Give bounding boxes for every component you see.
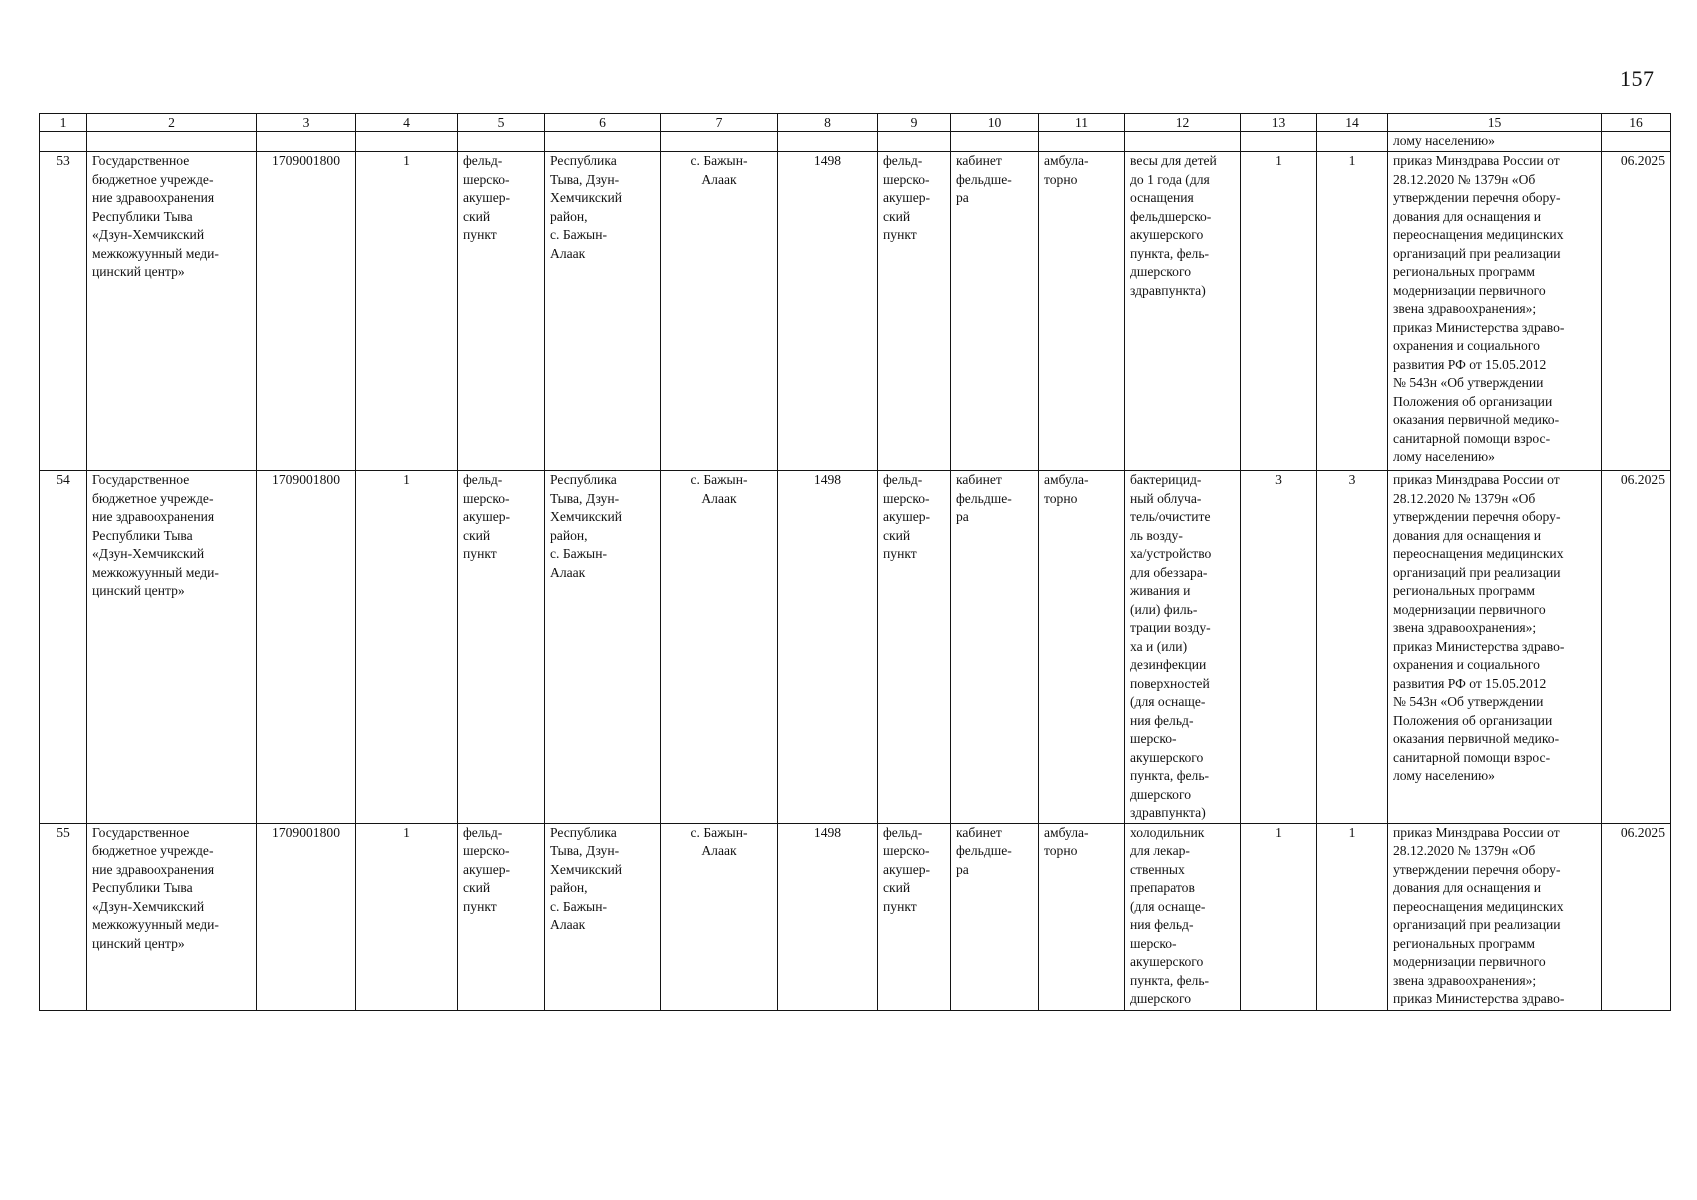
cell-empty <box>1602 132 1671 152</box>
table-row <box>40 471 1671 824</box>
col-number-11: 11 <box>1039 114 1125 132</box>
cell-qty-14: 1 <box>1317 823 1388 1010</box>
cell-empty <box>1125 132 1241 152</box>
cell-date: 06.2025 <box>1602 152 1671 471</box>
col-number-4: 4 <box>356 114 458 132</box>
col-number-12: 12 <box>1125 114 1241 132</box>
col-number-8: 8 <box>778 114 878 132</box>
col-number-7: 7 <box>661 114 778 132</box>
cell-care-form: амбула- торно <box>1039 823 1125 1010</box>
cell-address: Республика Тыва, Дзун- Хемчикский район, с. Бажын- Алаак <box>545 471 661 824</box>
cell-empty <box>1241 132 1317 152</box>
cell-row-number: 55 <box>40 823 87 1010</box>
col-number-2: 2 <box>87 114 257 132</box>
cell-empty <box>778 132 878 152</box>
cell-empty <box>951 132 1039 152</box>
cell-row-number: 53 <box>40 152 87 471</box>
cell-room: кабинет фельдше- ра <box>951 823 1039 1010</box>
cell-division: фельд- шерско- акушер- ский пункт <box>878 471 951 824</box>
cell-unit-type: фельд- шерско- акушер- ский пункт <box>458 471 545 824</box>
cell-basis: приказ Минздрава России от 28.12.2020 № 1379н «Об утверждении перечня обору- дования для оснащения и переоснащения медицинских организаций при реализации региональных программ модернизации первичного звена здравоохранения»; приказ Министерства здраво- охранения и социального развития РФ от 15.05.2012 № 543н «Об утверждении Положения об организации оказания первичной медико- санитарной помощи взрос- лому населению» <box>1388 471 1602 824</box>
cell-unit-type: фельд- шерско- акушер- ский пункт <box>458 823 545 1010</box>
col-number-5: 5 <box>458 114 545 132</box>
cell-row-number: 54 <box>40 471 87 824</box>
cell-empty <box>878 132 951 152</box>
cell-equipment: холодильник для лекар- ственных препаратов (для оснаще- ния фельд- шерско- акушерского пункта, фель- дшерского <box>1125 823 1241 1010</box>
cell-care-form: амбула- торно <box>1039 471 1125 824</box>
cell-empty <box>458 132 545 152</box>
equipment-table <box>39 113 1671 1011</box>
cell-population: 1498 <box>778 823 878 1010</box>
cell-institution: Государственное бюджетное учрежде- ние здравоохранения Республики Тыва «Дзун-Хемчикский межкожуунный меди- цинский центр» <box>87 823 257 1010</box>
cell-equipment: бактерицид- ный облуча- тель/очистите ль возду- ха/устройство для обеззара- живания и (или) филь- трации возду- ха и (или) дезинфекции поверхностей (для оснаще- ния фельд- шерско- акушерского пункта, фель- дшерского здравпункта) <box>1125 471 1241 824</box>
page-number: 157 <box>1620 66 1655 91</box>
col-number-15: 15 <box>1388 114 1602 132</box>
cell-division: фельд- шерско- акушер- ский пункт <box>878 823 951 1010</box>
cell-basis: приказ Минздрава России от 28.12.2020 № 1379н «Об утверждении перечня обору- дования для оснащения и переоснащения медицинских организаций при реализации региональных программ модернизации первичного звена здравоохранения»; приказ Министерства здраво- охранения и социального развития РФ от 15.05.2012 № 543н «Об утверждении Положения об организации оказания первичной медико- санитарной помощи взрос- лому населению» <box>1388 152 1602 471</box>
cell-empty <box>257 132 356 152</box>
col-number-1: 1 <box>40 114 87 132</box>
cell-empty <box>1039 132 1125 152</box>
cell-empty <box>545 132 661 152</box>
cell-empty <box>40 132 87 152</box>
col-number-9: 9 <box>878 114 951 132</box>
col-number-16: 16 <box>1602 114 1671 132</box>
cell-room: кабинет фельдше- ра <box>951 152 1039 471</box>
cell-basis-continuation: лому населению» <box>1388 132 1602 152</box>
cell-settlement: с. Бажын- Алаак <box>661 152 778 471</box>
cell-count: 1 <box>356 471 458 824</box>
cell-institution: Государственное бюджетное учрежде- ние здравоохранения Республики Тыва «Дзун-Хемчикский межкожуунный меди- цинский центр» <box>87 471 257 824</box>
cell-code: 1709001800 <box>257 471 356 824</box>
cell-basis: приказ Минздрава России от 28.12.2020 № 1379н «Об утверждении перечня обору- дования для оснащения и переоснащения медицинских организаций при реализации региональных программ модернизации первичного звена здравоохранения»; приказ Министерства здраво- <box>1388 823 1602 1010</box>
col-number-6: 6 <box>545 114 661 132</box>
cell-date: 06.2025 <box>1602 471 1671 824</box>
cell-care-form: амбула- торно <box>1039 152 1125 471</box>
cell-count: 1 <box>356 152 458 471</box>
continuation-row <box>40 132 1671 152</box>
cell-code: 1709001800 <box>257 152 356 471</box>
cell-empty <box>87 132 257 152</box>
cell-date: 06.2025 <box>1602 823 1671 1010</box>
cell-population: 1498 <box>778 471 878 824</box>
cell-code: 1709001800 <box>257 823 356 1010</box>
cell-empty <box>661 132 778 152</box>
table-row <box>40 152 1671 471</box>
table-row <box>40 823 1671 1010</box>
cell-population: 1498 <box>778 152 878 471</box>
col-number-13: 13 <box>1241 114 1317 132</box>
cell-qty-13: 1 <box>1241 823 1317 1010</box>
cell-institution: Государственное бюджетное учрежде- ние здравоохранения Республики Тыва «Дзун-Хемчикский межкожуунный меди- цинский центр» <box>87 152 257 471</box>
cell-qty-13: 1 <box>1241 152 1317 471</box>
cell-address: Республика Тыва, Дзун- Хемчикский район, с. Бажын- Алаак <box>545 152 661 471</box>
column-number-row <box>40 114 1671 132</box>
cell-empty <box>356 132 458 152</box>
cell-settlement: с. Бажын- Алаак <box>661 471 778 824</box>
cell-qty-14: 3 <box>1317 471 1388 824</box>
col-number-3: 3 <box>257 114 356 132</box>
cell-division: фельд- шерско- акушер- ский пункт <box>878 152 951 471</box>
cell-equipment: весы для детей до 1 года (для оснащения фельдшерско- акушерского пункта, фель- дшерского здравпункта) <box>1125 152 1241 471</box>
cell-address: Республика Тыва, Дзун- Хемчикский район, с. Бажын- Алаак <box>545 823 661 1010</box>
cell-qty-14: 1 <box>1317 152 1388 471</box>
cell-room: кабинет фельдше- ра <box>951 471 1039 824</box>
col-number-14: 14 <box>1317 114 1388 132</box>
cell-count: 1 <box>356 823 458 1010</box>
cell-empty <box>1317 132 1388 152</box>
cell-qty-13: 3 <box>1241 471 1317 824</box>
col-number-10: 10 <box>951 114 1039 132</box>
cell-settlement: с. Бажын- Алаак <box>661 823 778 1010</box>
cell-unit-type: фельд- шерско- акушер- ский пункт <box>458 152 545 471</box>
